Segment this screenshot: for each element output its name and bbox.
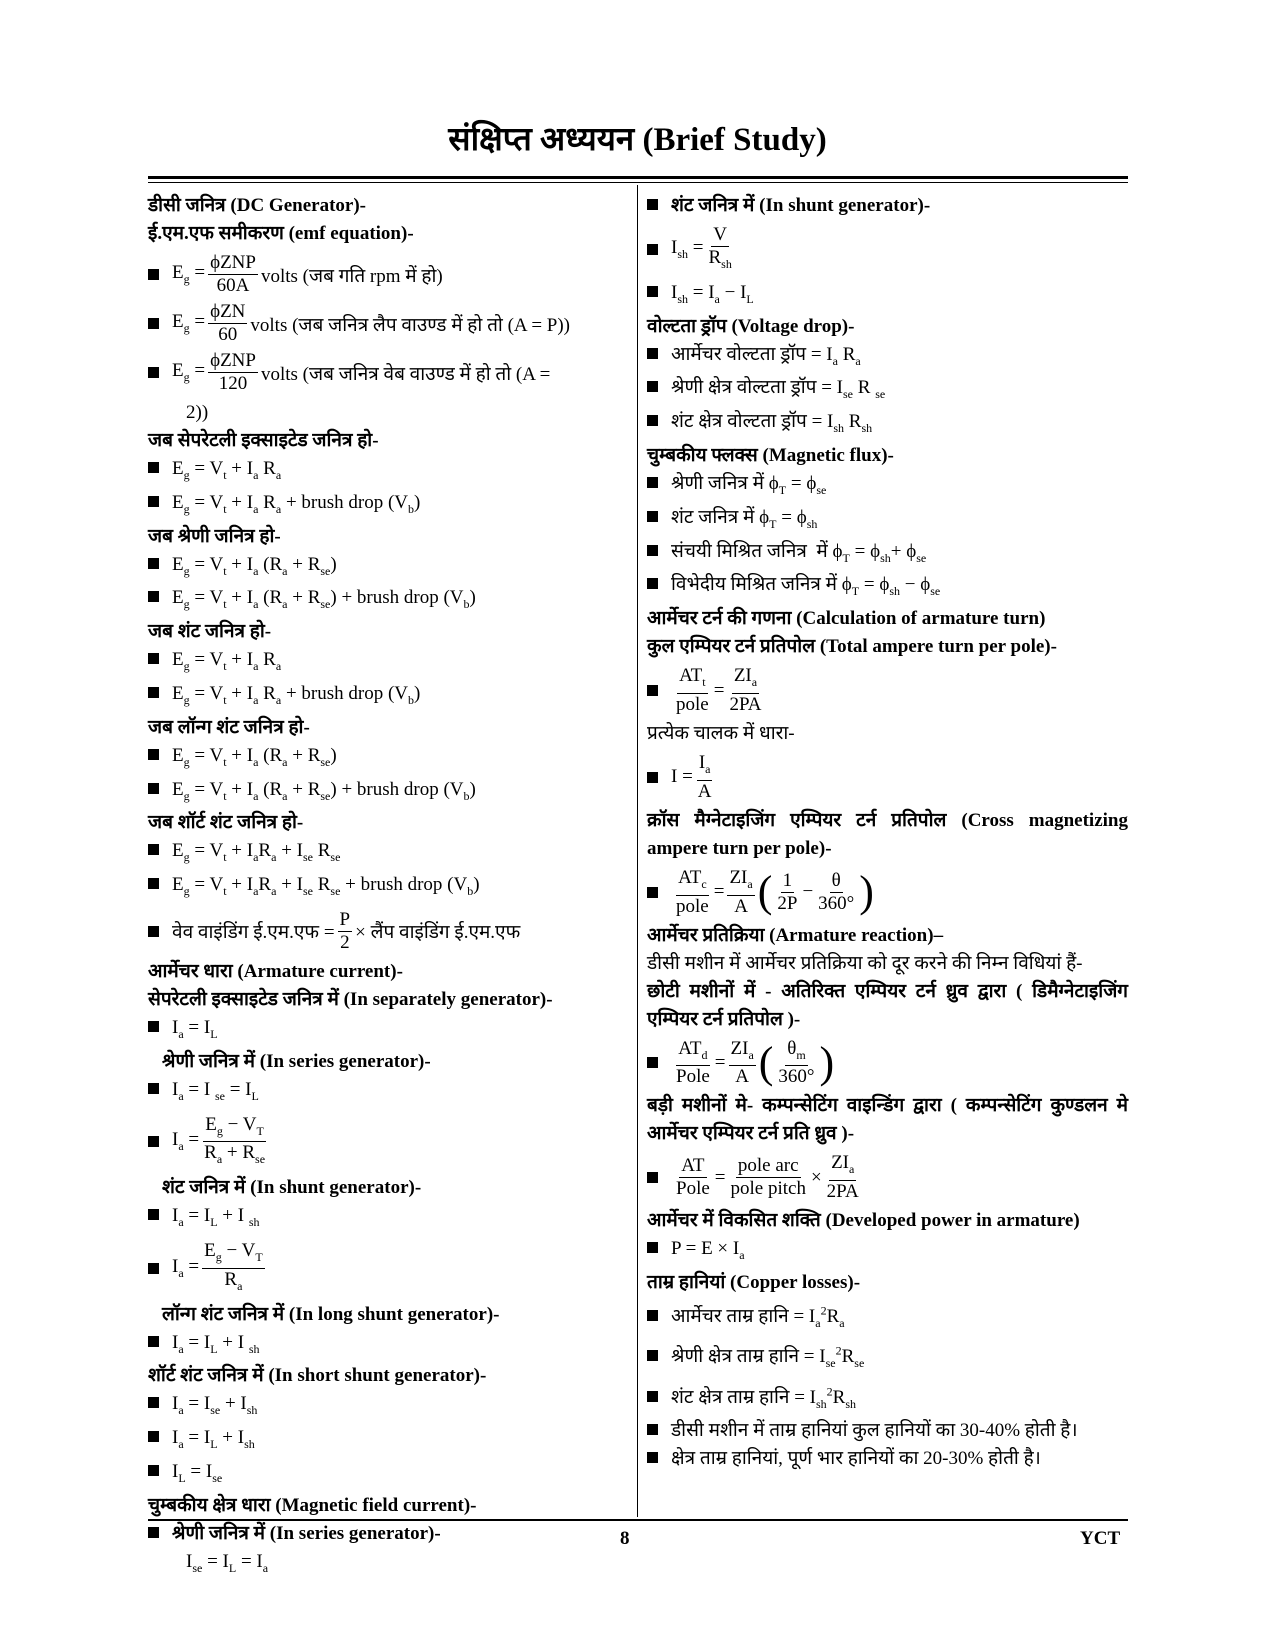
formula-line: $P = E \times I_a$ (647, 1235, 1128, 1269)
bullet-icon (148, 687, 159, 698)
heading-dc-generator: डीसी जनित्र (DC Generator)- (148, 195, 366, 216)
formula-fraction-line: $I_{sh}$ = V $R_{sh}$ (647, 224, 1128, 275)
wave-winding-formula: वेव वाइंडिंग ई.एम.एफ = $\frac{P}{2}$ × लैंप वाइंडिंग ई.एम.एफ (148, 909, 626, 954)
current-per-conductor-formula: I = $\frac{I_a}{A}$ (647, 752, 1128, 803)
bullet-icon (647, 772, 658, 783)
formula-fraction-line: $I_a$ = $E_g - V_T$ $R_a + R_{se}$ (148, 1114, 626, 1171)
formula-line: $I_a = I_L + I$ $_{sh}$ (148, 1202, 626, 1236)
bullet-icon (148, 462, 159, 473)
text-line: डीसी मशीन में ताम्र हानियां कुल हानियों का 30-40% होती है। (647, 1417, 1128, 1445)
formula-line: $I_a = I_L + I_{sh}$ (148, 1424, 626, 1458)
fraction: $\theta_m$ 360° (778, 1037, 815, 1088)
bullet-icon (148, 653, 159, 664)
heading-total-ampere-turn: कुल एम्पियर टर्न प्रतिपोल (Total ampere turn per pole)- (647, 636, 1057, 658)
formula-line: $I_{sh} = I_a - I_L$ (647, 279, 1128, 313)
text-line: क्षेत्र ताम्र हानियां, पूर्ण भार हानियों का 20-30% होती है। (647, 1445, 1128, 1473)
bullet-icon (647, 511, 658, 522)
formula-line: $E_g = V_t + I_a$ $R_a$ + brush drop $(V_b)$ (148, 489, 626, 523)
bullet-icon (148, 749, 159, 760)
page-title: संक्षिप्त अध्ययन (Brief Study) (448, 122, 827, 158)
formula-line: $E_g = V_t + I_a$ $R_a$ (148, 646, 626, 680)
heading-copper-losses: ताम्र हानियां (Copper losses)- (647, 1271, 861, 1293)
bullet-icon (148, 1336, 159, 1347)
small-machines-text: छोटी मशीनों में - अतिरिक्त एम्पियर टर्न ध्रुव द्वारा ( डिमैग्नेटाइजिंग एम्पियर टर्न प्रतिपोल )- (647, 980, 1128, 1030)
fraction: pole arc pole pitch (730, 1155, 806, 1200)
heading-armature-turn: आर्मेचर टर्न की गणना (Calculation of armature turn) (647, 608, 1046, 630)
heading-short-shunt: जब शॉर्ट शंट जनित्र हो- (148, 812, 304, 834)
heading-long-shunt: जब लॉन्ग शंट जनित्र हो- (148, 716, 310, 738)
fraction: 1 2P (777, 869, 798, 914)
formula-line: शंट क्षेत्र वोल्टता ड्रॉप = $I_{sh}$ $R_{sh}$ (647, 408, 1128, 442)
fraction: $AT_d$ Pole (676, 1037, 710, 1088)
fraction: $E_g - V_T$ $R_a + R_{se}$ (204, 1113, 266, 1167)
formula-line: $E_g = V_t + I_aR_a + I_{se}$ $R_{se}$ + brush drop $(V_b)$ (148, 871, 626, 905)
compensating-winding-formula: AT Pole = pole arc pole pitch × $ZI_a$ 2PA (647, 1152, 1128, 1203)
emf-formula-rpm (148, 252, 626, 297)
heading-series: जब श्रेणी जनित्र हो- (148, 525, 281, 547)
bullet-icon (148, 926, 159, 937)
formula-line: $E_g = V_t + I_a$ $(R_a + R_{se})$ (148, 742, 626, 776)
bullet-icon (647, 887, 658, 898)
formula-text: volts (जब गति rpm में हो) (260, 265, 443, 287)
bullet-icon (647, 1242, 658, 1253)
formula-line: शंट जनित्र में $\phi_T = \phi_{sh}$ (647, 504, 1128, 538)
bullet-icon (647, 1057, 658, 1068)
formula-line: आर्मेचर वोल्टता ड्रॉप = $I_a$ $R_a$ (647, 341, 1128, 375)
formula-line: श्रेणी जनित्र में $\phi_T = \phi_{se}$ (647, 470, 1128, 504)
fraction: $AT_t$ pole (676, 665, 709, 715)
heading-emf-equation: ई.एम.एफ समीकरण (emf equation)- (148, 223, 414, 244)
bullet-icon (148, 591, 159, 602)
formula-line: $I_L = I_{se}$ (148, 1458, 626, 1492)
total-ampere-turn-formula: $AT_t$ pole = $ZI_a$ 2PA (647, 665, 1128, 716)
formula-line: आर्मेचर ताम्र हानि = $I_a^2R_a$ (647, 1297, 1128, 1337)
bullet-icon (647, 477, 658, 488)
bullet-icon (647, 286, 658, 297)
bullet-icon (148, 1209, 159, 1220)
heading-magnetic-flux: चुम्बकीय फ्लक्स (Magnetic flux)- (647, 444, 894, 466)
fraction: ϕZNP 120 (210, 350, 256, 394)
fraction: $\frac{\theta}{360^\circ}$ (818, 869, 855, 914)
formula-line: $I_a = I_L$ (148, 1014, 626, 1048)
heading-series-generator-2: श्रेणी जनित्र में (In series generator)- (148, 1520, 626, 1548)
bullet-icon (148, 367, 159, 378)
formula-text: volts (जब जनित्र लैप वाउण्ड में हो तो (A = P)) (250, 314, 571, 336)
formula-line: शंट क्षेत्र ताम्र हानि = $I_{sh}^2R_{sh}$ (647, 1377, 1128, 1417)
left-column (148, 192, 626, 1582)
bullet-icon (647, 1172, 658, 1183)
heading-voltage-drop: वोल्टता ड्रॉप (Voltage drop)- (647, 315, 855, 337)
heading-cross-magnetizing: क्रॉस मैग्नेटाइजिंग एम्पियर टर्न प्रतिपोल (Cross magnetizing ampere turn per pole)- (647, 809, 1128, 859)
top-rule-thin (148, 182, 1128, 183)
formula-line: $I_a = I$ $_{se} = I_L$ (148, 1076, 626, 1110)
formula-line: $E_g = V_t + I_a$ $(R_a + R_{se})$ + brush drop $(V_b)$ (148, 584, 626, 618)
bullet-icon (647, 1452, 658, 1463)
formula-line: $E_g = V_t + I_a$ $(R_a + R_{se})$ + brush drop $(V_b)$ (148, 776, 626, 810)
bullet-icon (647, 545, 658, 556)
bullet-icon (647, 415, 658, 426)
emf-symbol: $E_g$ = (172, 360, 206, 384)
bullet-icon (647, 348, 658, 359)
formula-line: $E_g = V_t + I_a$ $R_a$ + brush drop $(V_b)$ (148, 680, 626, 714)
heading-shunt-generator: शंट जनित्र में (In shunt generator)- (162, 1177, 422, 1199)
fraction: ϕZNP 60A (210, 252, 256, 296)
formula-line: $I_{se} = I_L = I_a$ (186, 1550, 269, 1575)
heading-separately-generator: सेपरेटली इक्साइटेड जनित्र में (In separately generator)- (148, 988, 553, 1010)
armature-reaction-text: डीसी मशीन में आर्मेचर प्रतिक्रिया को दूर करने की निम्न विधियां हैं- (647, 952, 1083, 974)
fraction: $\frac{I_a}{A}$ (697, 751, 712, 802)
footer-brand: YCT (1080, 1528, 1121, 1549)
bullet-icon (148, 1465, 159, 1476)
fraction: $ZI_a$ A (729, 866, 753, 917)
bullet-icon (148, 783, 159, 794)
bullet-icon (148, 1263, 159, 1274)
demagnetizing-formula: $AT_d$ Pole = $ZI_a$ A ( $\theta_m$ 360° ) (647, 1038, 1128, 1089)
heading-short-shunt-generator: शॉर्ट शंट जनित्र में (In short shunt generator)- (148, 1365, 487, 1387)
fraction: $\frac{P}{2}$ (339, 908, 351, 953)
heading-field-current: चुम्बकीय क्षेत्र धारा (Magnetic field current)- (148, 1494, 477, 1516)
bullet-icon (148, 1527, 159, 1538)
heading-shunt-generator: शंट जनित्र में (In shunt generator)- (647, 192, 1128, 220)
page-number: 8 (620, 1528, 630, 1549)
formula-line: $E_g = V_t + I_aR_a + I_{se}$ $R_{se}$ (148, 837, 626, 871)
current-per-conductor-label: प्रत्येक चालक में धारा- (647, 722, 795, 744)
heading-separately-excited: जब सेपरेटली इक्साइटेड जनित्र हो- (148, 430, 379, 451)
formula-line: $I_a = I_L + I$ $_{sh}$ (148, 1329, 626, 1363)
emf-formula-lap (148, 301, 626, 346)
emf-symbol: $E_g$ = (172, 311, 206, 335)
bullet-icon (647, 199, 658, 210)
bullet-icon (148, 1021, 159, 1032)
bottom-rule (148, 1519, 1128, 1521)
bullet-icon (647, 1350, 658, 1361)
heading-series-generator: श्रेणी जनित्र में (In series generator)- (162, 1050, 431, 1072)
fraction: $\frac{E_g - V_T}{R_a}$ (204, 1239, 263, 1293)
bullet-icon (647, 381, 658, 392)
bullet-icon (148, 318, 159, 329)
bullet-icon (647, 578, 658, 589)
bullet-icon (148, 1083, 159, 1094)
formula-line: $E_g = V_t + I_a$ $R_a$ (148, 455, 626, 489)
bullet-icon (148, 1397, 159, 1408)
bullet-icon (148, 269, 159, 280)
bullet-icon (148, 844, 159, 855)
bullet-icon (148, 1136, 159, 1147)
formula-fraction-line: $I_a$ = $\frac{E_g - V_T}{R_a}$ (148, 1240, 626, 1297)
right-column (647, 192, 1128, 1473)
fraction: $ZI_a$ 2PA (826, 1152, 859, 1203)
fraction: V $R_{sh}$ (708, 224, 732, 271)
emf-formula-wave (148, 350, 626, 395)
bullet-icon (148, 496, 159, 507)
heading-armature-current: आर्मेचर धारा (Armature current)- (148, 960, 403, 982)
formula-continuation: 2)) (186, 402, 209, 423)
big-machines-text: बड़ी मशीनों मे- कम्पन्सेटिंग वाइन्डिंग द्वारा ( कम्पन्सेटिंग कुण्डलन मे आर्मेचर एम्पियर टर्न प्रति ध्रुव )- (647, 1095, 1128, 1145)
fraction: ϕZN 60 (210, 301, 246, 345)
fraction: $ZI_a$ A (730, 1037, 754, 1088)
bullet-icon (647, 244, 658, 255)
heading-armature-reaction: आर्मेचर प्रतिक्रिया (Armature reaction)– (647, 924, 944, 946)
top-rule (148, 176, 1128, 179)
fraction: $AT_c$ pole (676, 866, 709, 917)
formula-line: श्रेणी क्षेत्र ताम्र हानि = $I_{se}^2R_{se}$ (647, 1337, 1128, 1377)
emf-symbol: $E_g$ = (172, 262, 206, 286)
bullet-icon (148, 1431, 159, 1442)
formula-line: विभेदीय मिश्रित जनित्र में $\phi_T = \phi_{sh} - \phi_{se}$ (647, 571, 1128, 605)
bullet-icon (148, 558, 159, 569)
fraction: $ZI_a$ 2PA (729, 665, 762, 715)
heading-developed-power: आर्मेचर में विकसित शक्ति (Developed power in armature) (647, 1210, 1080, 1232)
bullet-icon (647, 685, 658, 696)
formula-line: $I_a = I_{se} + I_{sh}$ (148, 1390, 626, 1424)
heading-long-shunt-generator: लॉन्ग शंट जनित्र में (In long shunt generator)- (162, 1303, 500, 1325)
fraction: AT Pole (676, 1155, 710, 1200)
formula-line: $E_g = V_t + I_a$ $(R_a + R_{se})$ (148, 551, 626, 585)
formula-line: श्रेणी क्षेत्र वोल्टता ड्रॉप = $I_{se}$ R $_{se}$ (647, 374, 1128, 408)
cross-magnetizing-formula: $AT_c$ pole = $ZI_a$ A ( 1 2P − $\frac{\theta}{360^\circ}$ ) (647, 867, 1128, 918)
formula-text: volts (जब जनित्र वेब वाउण्ड में हो तो (A = (260, 363, 551, 385)
bullet-icon (148, 878, 159, 889)
formula-line: संचयी मिश्रित जनित्र में $\phi_T = \phi_{sh}+ \phi_{se}$ (647, 538, 1128, 572)
bullet-icon (647, 1310, 658, 1321)
bullet-icon (647, 1391, 658, 1402)
bullet-icon (647, 1424, 658, 1435)
column-divider (637, 185, 638, 1517)
heading-shunt: जब शंट जनित्र हो- (148, 621, 272, 643)
